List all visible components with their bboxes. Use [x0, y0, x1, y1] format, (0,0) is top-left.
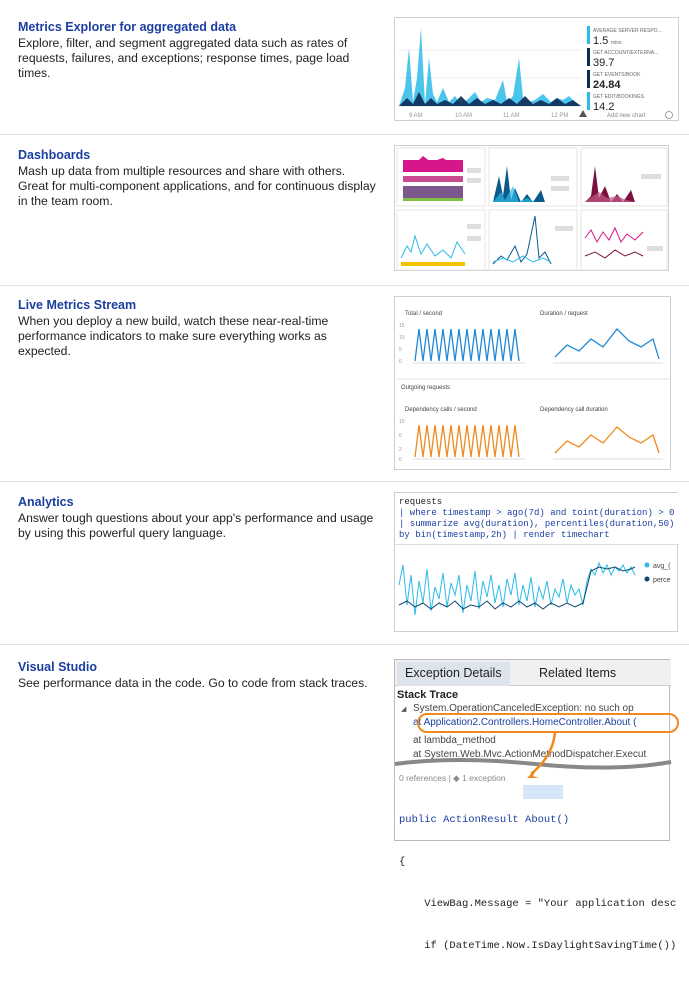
metrics-time-label: 9 AM: [409, 113, 423, 119]
section-live-metrics: [0, 286, 689, 481]
outgoing-requests-label: Outgoing requests: [401, 385, 451, 391]
metrics-explorer-chart: [395, 18, 680, 122]
duration-label: Duration / request: [540, 311, 588, 317]
tab-exception-details[interactable]: Exception Details: [397, 662, 510, 686]
add-icon: [666, 112, 673, 119]
svg-text:10: 10: [399, 335, 405, 341]
code-editor[interactable]: [399, 785, 676, 981]
metric-value: 39.7: [593, 57, 615, 69]
code-line: {: [399, 856, 406, 868]
query-line: requests: [399, 497, 443, 507]
query-editor[interactable]: [395, 493, 679, 545]
stack-trace-heading: Stack Trace: [397, 689, 459, 701]
metrics-series-cyan: [399, 28, 581, 106]
metric-label: GET EVENTS/BOOK: [593, 72, 641, 78]
dashboards-description: Mash up data from multiple resources and share with others. Great for multi-component applications, and for continuous display in the team room.: [18, 164, 376, 208]
metric-unit: mins: [611, 40, 622, 46]
live-metrics-thumbnail[interactable]: [394, 296, 671, 470]
stack-frame-link[interactable]: at Application2.Controllers.HomeController.About (: [413, 717, 637, 728]
about-highlight: [523, 785, 563, 799]
legend-percentile-marker: [645, 577, 650, 582]
svg-text:0: 0: [399, 457, 402, 463]
tab-related-items[interactable]: Related Items: [539, 666, 617, 680]
analytics-description: Answer tough questions about your app's performance and usage by using this powerful query language.: [18, 511, 374, 540]
svg-text:15: 15: [399, 323, 405, 329]
live-metrics-description: When you deploy a new build, watch these near-real-time performance indicators to make sure everything works as expected.: [18, 314, 329, 358]
codelens-line[interactable]: 0 references | ◆ 1 exception: [399, 773, 506, 783]
duration-series: [555, 329, 659, 359]
svg-text:5: 5: [399, 347, 402, 353]
metric-value: 1.5: [593, 35, 609, 47]
total-per-second-label: Total / second: [405, 311, 443, 317]
add-chart-link[interactable]: Add new chart: [607, 113, 646, 119]
analytics-timechart: [395, 545, 679, 633]
dashboards-mosaic: [395, 146, 670, 272]
dependency-duration-label: Dependency call duration: [540, 407, 608, 413]
metrics-time-label: 11 AM: [503, 113, 520, 119]
section-dashboards: [0, 135, 689, 285]
code-line: if (DateTime.Now.IsDaylightSavingTime()): [399, 940, 677, 952]
legend-percentile-label: perce: [653, 577, 671, 584]
vs-tab-bar: [395, 660, 671, 686]
metrics-explorer-title-link[interactable]: Metrics Explorer for aggregated data: [18, 20, 237, 34]
live-metrics-title-link[interactable]: Live Metrics Stream: [18, 298, 137, 312]
metrics-time-label: 12 PM: [551, 113, 569, 119]
dependency-calls-series: [415, 425, 519, 457]
section-analytics: [0, 482, 689, 644]
stack-line: at lambda_method: [413, 735, 496, 746]
analytics-thumbnail[interactable]: [394, 492, 678, 632]
metric-label: GET ACCOUNT/EXTERNA...: [593, 50, 659, 56]
visual-studio-title-link[interactable]: Visual Studio: [18, 660, 97, 674]
legend-avg-label: avg_(: [653, 563, 671, 570]
metrics-explorer-description: Explore, filter, and segment aggregated data such as rates of requests, failures, and exceptions; response times, page load times.: [18, 36, 350, 80]
query-line: | where timestamp > ago(7d) and toint(duration) > 0: [399, 508, 675, 518]
analytics-title-link[interactable]: Analytics: [18, 495, 74, 509]
collapse-arrow-icon[interactable]: ◢: [401, 706, 407, 713]
section-visual-studio: [0, 645, 689, 952]
stack-line: System.OperationCanceledException: no such op: [413, 703, 634, 714]
code-line: ViewBag.Message = "Your application desc: [399, 898, 677, 910]
arrow-icon: [523, 730, 563, 780]
query-line: by bin(timestamp,2h) | render timechart: [399, 530, 610, 540]
metric-value: 14.2: [593, 101, 615, 113]
total-per-second-series: [415, 329, 519, 361]
svg-text:6: 6: [399, 433, 402, 439]
dependency-duration-series: [555, 427, 659, 453]
legend-avg-marker: [645, 563, 650, 568]
metrics-explorer-thumbnail[interactable]: [394, 17, 679, 121]
dependency-calls-label: Dependency calls / second: [405, 407, 477, 413]
live-metrics-charts: [395, 297, 672, 471]
metrics-time-label: 10 AM: [455, 113, 473, 119]
metric-label: GET EDIT/BOOKINGS: [593, 94, 645, 100]
section-metrics-explorer: [0, 0, 689, 134]
stack-line: at System.Web.Mvc.ActionMethodDispatcher.Execut: [413, 749, 647, 760]
dashboards-title-link[interactable]: Dashboards: [18, 148, 91, 162]
svg-text:2: 2: [399, 447, 402, 453]
code-line: public ActionResult About(): [399, 814, 570, 826]
visual-studio-description: See performance data in the code. Go to code from stack traces.: [18, 676, 368, 690]
query-line: | summarize avg(duration), percentiles(duration,50): [399, 519, 675, 529]
svg-text:0: 0: [399, 359, 402, 365]
warning-icon: [579, 110, 587, 117]
avg-duration-series: [399, 563, 635, 615]
visual-studio-thumbnail[interactable]: [394, 659, 677, 952]
metric-label: AVERAGE SERVER RESPO...: [593, 28, 662, 34]
dashboards-thumbnail[interactable]: [394, 145, 669, 271]
metric-value: 24.84: [593, 79, 621, 91]
svg-text:10: 10: [399, 419, 405, 425]
